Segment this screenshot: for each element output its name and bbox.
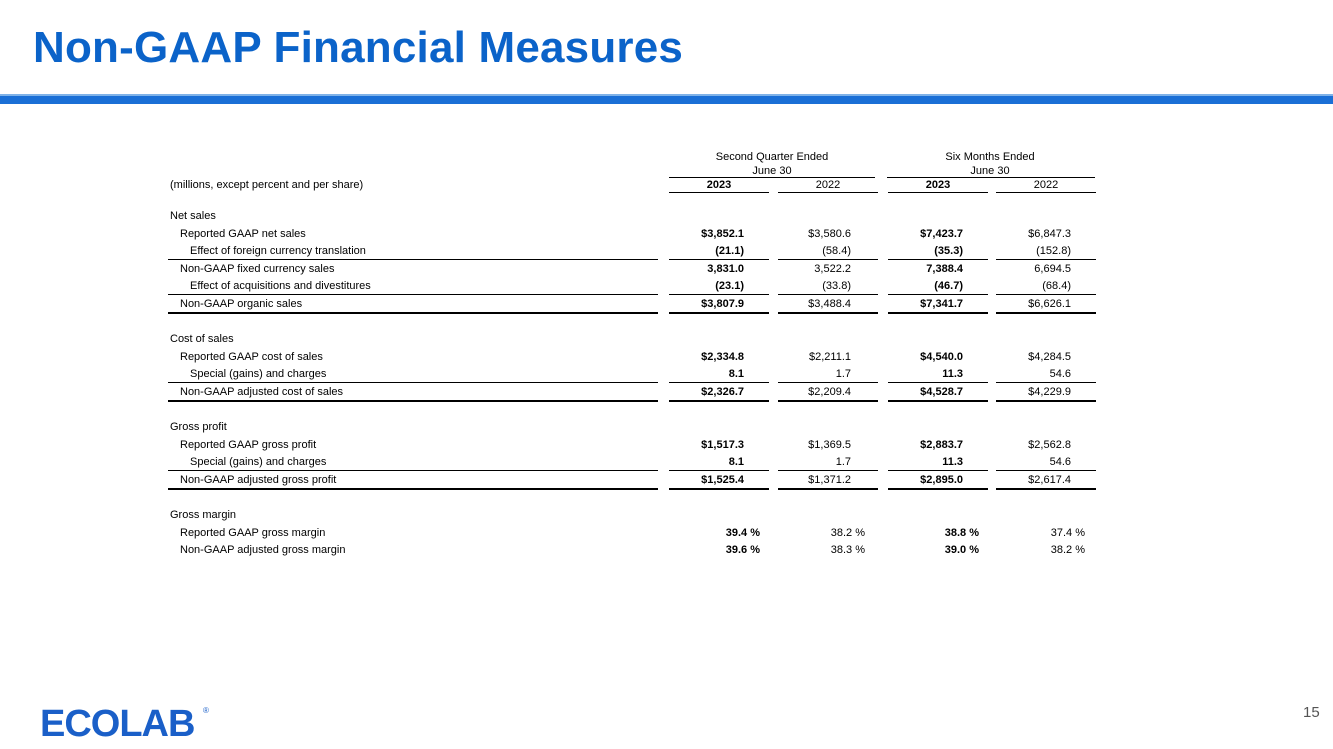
row-rule — [168, 294, 658, 295]
value-cell: (46.7) — [934, 280, 963, 293]
value-cell: (23.1) — [715, 280, 744, 293]
value-cell: (35.3) — [934, 245, 963, 258]
year-header: 2023 — [706, 179, 732, 191]
value-cell: $2,617.4 — [1028, 474, 1071, 486]
group-header-six-months: Six Months Ended — [945, 151, 1035, 163]
section-heading: Gross margin — [170, 509, 237, 522]
value-cell: 11.3 — [942, 456, 963, 469]
value-cell: $1,525.4 — [701, 474, 744, 486]
row-label: Special (gains) and charges — [190, 456, 327, 469]
value-cell: $4,284.5 — [1028, 350, 1071, 363]
value-cell: 3,522.2 — [814, 262, 851, 275]
row-label: Reported GAAP cost of sales — [180, 350, 323, 363]
value-cell: $3,852.1 — [701, 227, 744, 240]
value-cell: $2,211.1 — [808, 350, 851, 363]
row-rule — [996, 259, 1096, 260]
value-cell: 7,388.4 — [926, 262, 963, 275]
row-rule — [168, 382, 658, 383]
value-cell: 39.0 % — [944, 544, 979, 557]
value-cell: $2,209.4 — [808, 386, 851, 398]
value-cell: $2,895.0 — [920, 474, 963, 486]
row-rule — [996, 488, 1096, 490]
row-rule — [888, 488, 988, 490]
group-underline-second-quarter — [669, 177, 875, 178]
row-rule — [778, 294, 878, 295]
row-rule — [778, 470, 878, 471]
title-divider-bar — [0, 94, 1333, 104]
value-cell: 39.4 % — [725, 526, 760, 539]
value-cell: 38.2 % — [830, 526, 865, 539]
row-rule — [669, 259, 769, 260]
row-rule — [888, 400, 988, 402]
row-rule — [669, 400, 769, 402]
year-header: 2023 — [925, 179, 951, 191]
value-cell: $2,334.8 — [701, 350, 744, 363]
value-cell: 8.1 — [728, 456, 744, 469]
row-label: Reported GAAP gross profit — [180, 438, 317, 451]
value-cell: $3,807.9 — [701, 298, 744, 310]
group-underline-six-months — [887, 177, 1095, 178]
row-rule — [669, 470, 769, 471]
row-rule — [888, 259, 988, 260]
row-rule — [888, 312, 988, 314]
row-rule — [888, 382, 988, 383]
value-cell: 3,831.0 — [707, 262, 744, 275]
ecolab-logo — [40, 703, 212, 739]
value-cell: 54.6 — [1049, 456, 1071, 469]
group-subheader-six-months: June 30 — [970, 165, 1010, 177]
value-cell: $1,371.2 — [808, 474, 851, 486]
value-cell: 38.2 % — [1050, 544, 1085, 557]
year-header: 2022 — [1033, 179, 1059, 191]
value-cell: $1,369.5 — [808, 438, 851, 451]
value-cell: 8.1 — [728, 368, 744, 381]
row-label: Non-GAAP organic sales — [180, 298, 303, 310]
row-label: Reported GAAP gross margin — [180, 526, 326, 539]
value-cell: 1.7 — [835, 368, 851, 381]
row-rule — [168, 312, 658, 314]
section-heading: Gross profit — [170, 421, 227, 434]
page-title: Non-GAAP Financial Measures — [33, 23, 684, 72]
row-rule — [778, 488, 878, 490]
logo-registered-mark: ® — [203, 706, 209, 715]
value-cell: 11.3 — [942, 368, 963, 381]
row-rule — [669, 312, 769, 314]
row-rule — [996, 294, 1096, 295]
row-label: Non-GAAP fixed currency sales — [180, 262, 335, 275]
value-cell: $2,326.7 — [701, 386, 744, 398]
row-label: Non-GAAP adjusted gross profit — [180, 474, 337, 486]
value-cell: 54.6 — [1049, 368, 1071, 381]
value-cell: 38.3 % — [830, 544, 865, 557]
value-cell: 1.7 — [835, 456, 851, 469]
value-cell: $7,423.7 — [920, 227, 963, 240]
value-cell: $2,883.7 — [920, 438, 963, 451]
row-rule — [778, 382, 878, 383]
row-rule — [168, 470, 658, 471]
row-rule — [778, 259, 878, 260]
value-cell: 6,694.5 — [1034, 262, 1071, 275]
value-cell: (68.4) — [1042, 280, 1071, 293]
row-label: Non-GAAP adjusted gross margin — [180, 544, 346, 557]
value-cell: $4,528.7 — [920, 386, 963, 398]
row-rule — [778, 312, 878, 314]
row-rule — [996, 312, 1096, 314]
value-cell: 39.6 % — [725, 544, 760, 557]
year-underline — [888, 192, 988, 193]
row-rule — [996, 400, 1096, 402]
value-cell: $1,517.3 — [701, 438, 744, 451]
value-cell: $4,540.0 — [920, 350, 963, 363]
row-rule — [778, 400, 878, 402]
value-cell: $3,580.6 — [808, 227, 851, 240]
value-cell: (21.1) — [715, 245, 744, 258]
group-header-second-quarter: Second Quarter Ended — [715, 151, 829, 163]
row-label: Non-GAAP adjusted cost of sales — [180, 386, 344, 398]
value-cell: $2,562.8 — [1028, 438, 1071, 451]
value-cell: (152.8) — [1036, 245, 1071, 258]
value-cell: (58.4) — [822, 245, 851, 258]
value-cell: (33.8) — [822, 280, 851, 293]
value-cell: 37.4 % — [1050, 526, 1085, 539]
row-label: Effect of acquisitions and divestitures — [190, 280, 371, 293]
row-rule — [996, 470, 1096, 471]
logo-text: ECOLAB — [40, 703, 195, 739]
value-cell: 38.8 % — [944, 526, 979, 539]
row-rule — [669, 488, 769, 490]
row-rule — [888, 294, 988, 295]
value-cell: $6,847.3 — [1028, 227, 1071, 240]
page-number: 15 — [1303, 704, 1320, 721]
year-header: 2022 — [815, 179, 841, 191]
row-rule — [168, 259, 658, 260]
row-label: Reported GAAP net sales — [180, 227, 306, 240]
units-label: (millions, except percent and per share) — [170, 179, 364, 191]
group-subheader-second-quarter: June 30 — [752, 165, 792, 177]
section-heading: Net sales — [170, 210, 216, 222]
row-rule — [168, 400, 658, 402]
year-underline — [778, 192, 878, 193]
row-label: Special (gains) and charges — [190, 368, 327, 381]
row-rule — [669, 382, 769, 383]
section-heading: Cost of sales — [170, 333, 234, 346]
year-underline — [996, 192, 1096, 193]
row-rule — [888, 470, 988, 471]
value-cell: $7,341.7 — [920, 298, 963, 310]
value-cell: $4,229.9 — [1028, 386, 1071, 398]
value-cell: $6,626.1 — [1028, 298, 1071, 310]
row-label: Effect of foreign currency translation — [190, 245, 366, 258]
row-rule — [996, 382, 1096, 383]
row-rule — [168, 488, 658, 490]
value-cell: $3,488.4 — [808, 298, 851, 310]
row-rule — [669, 294, 769, 295]
year-underline — [669, 192, 769, 193]
